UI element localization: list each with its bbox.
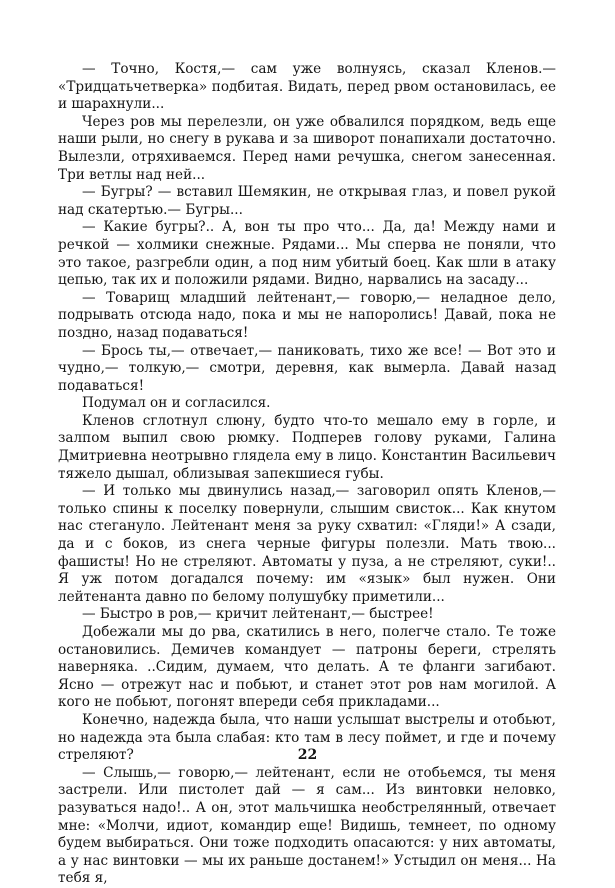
paragraph: — Товарищ младший лейтенант,— говорю,— неладное дело, подрывать отсюда надо, пока и мы не напоролись! Давай, пока не поздно, назад подаваться! [58, 289, 556, 341]
paragraph: — Бугры? — вставил Шемякин, не открывая глаз, и повел рукой над скатертью.— Бугры... [58, 184, 556, 218]
paragraph: — Брось ты,— отвечает,— паниковать, тихо же все! — Вот это и чудно,— толкую,— смотри, деревня, как вымерла. Давай назад подаваться! [58, 342, 556, 394]
paragraph: Подумал он и согласился. [82, 395, 271, 412]
paragraph: Через ров мы перелезли, он уже обвалился порядком, ведь еще наши рыли, но снегу в рукава и за шиворот понапихали достаточно. Вылезли, отряхиваемся. Перед нами речушка, снегом занесенная. Три ветлы над ней... [58, 113, 556, 183]
paragraph: — Быстро в ров,— кричит лейтенант,— быстрее! [82, 606, 434, 623]
paragraph: Конечно, надежда была, что наши услышат выстрелы и отобьют, но надежда эта была слабая: кто там в лесу поймет, и где и почему стреляют? [58, 711, 556, 764]
paragraph: — И только мы двинулись назад,— заговорил опять Кленов,— только спины к поселку повернули, слышим свисток... Как кнутом нас стегануло. Лейтенант меня за руку схватил: «Гляди!» А сзади, да и с боков, из снега черные фигуры полезли. Мать твою... фашисты! Но не стреляют. Автоматы у пуза, а не стреляют, суки!.. Я уж потом догадался почему: им «язык» был нужен. Они лейтенанта давно по белому полушубку приметили... [58, 483, 556, 605]
paragraph: — Слышь,— говорю,— лейтенант, если не отобьемся, ты меня застрели. Или пистолет дай — я сам... Из винтовки неловко, разуваться надо!.. А он, этот мальчишка необстрелянный, отвечает мне: «Молчи, идиот, командир еще! Видишь, темнеет, по одному будем выбираться. Они тоже подходить опасаются: у них автоматы, а у нас винтовки — мы их раньше достанем!» Устыдил он меня... На тебя я, [58, 764, 556, 887]
page-text [58, 61, 556, 888]
paragraph: — Точно, Костя,— сам уже волнуясь, сказал Кленов.— «Тридцатьчетверка» подбитая. Видать, перед рвом остановилась, ее и шарахнули... [58, 61, 556, 113]
paragraph: Добежали мы до рва, скатились в него, полегче стало. Те тоже остановились. Демичев командует — патроны береги, стрелять наверняка. ..Сидим, думаем, что делать. А те фланги загибают. Ясно — отрежут нас и побьют, и станет этот ров нам могилой. А кого не побьют, погонят впереди себя прикладами... [58, 624, 556, 711]
page-number: 22 [297, 747, 318, 763]
paragraph: — Какие бугры?.. А, вон ты про что... Да, да! Между нами и речкой — холмики снежные. Рядами... Мы сперва не поняли, что это такое, разгребли один, а под ним убитый боец. Как шли в атаку цепью, так их и положили рядами. Видно, нарвались на засаду... [58, 219, 556, 289]
paragraph: Кленов сглотнул слюну, будто что-то мешало ему в горле, и залпом выпил свою рюмку. Подперев голову руками, Галина Дмитриевна неотрывно глядела ему в лицо. Константин Васильевич тяжело дышал, облизывая запекшиеся губы. [58, 412, 556, 482]
